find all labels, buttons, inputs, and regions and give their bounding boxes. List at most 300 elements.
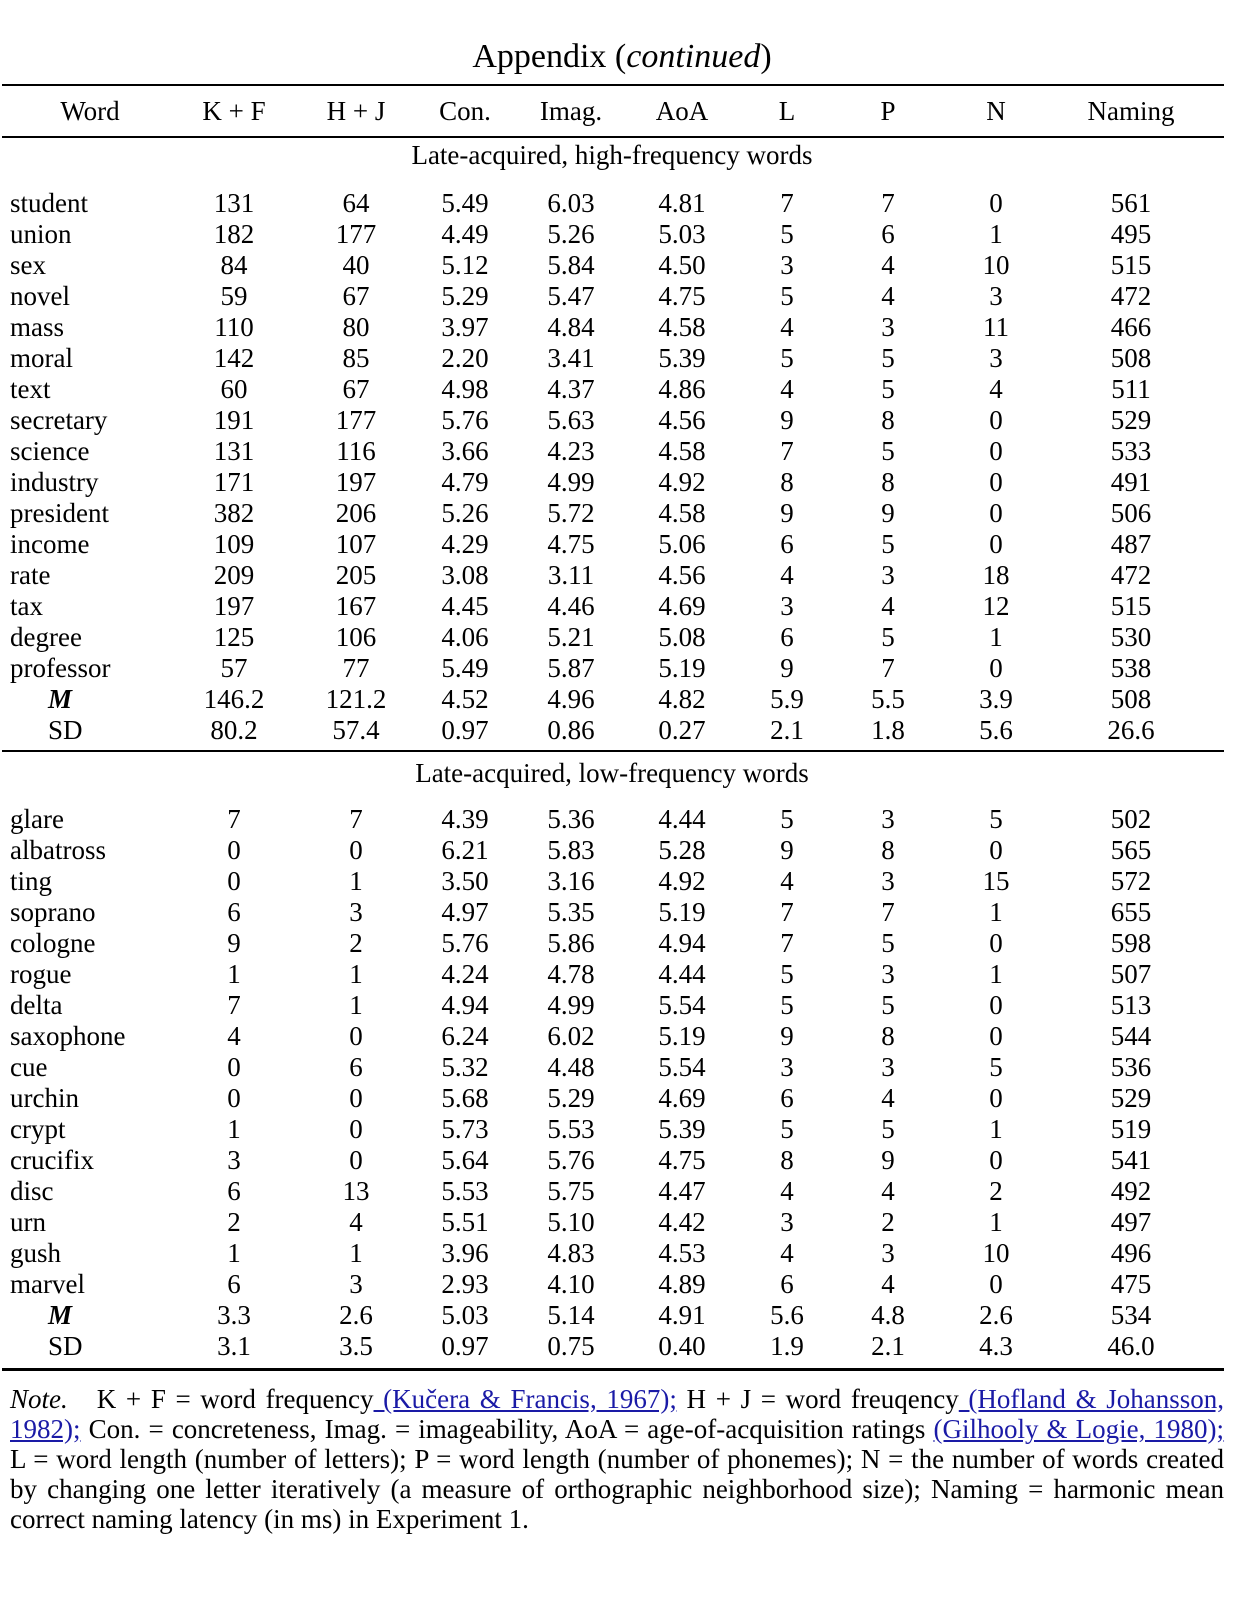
- cell-value: 15: [982, 866, 1010, 896]
- table-row: [10, 560, 1210, 591]
- cell-value: 1: [989, 897, 1003, 927]
- cell-value: 64: [342, 188, 370, 218]
- cell-value: 6: [780, 622, 794, 652]
- cell-value: 1: [989, 622, 1003, 652]
- cell-value: 4.44: [658, 804, 706, 834]
- cell-value: 4.10: [547, 1269, 595, 1299]
- cell-value: 0: [989, 835, 1003, 865]
- cell-value: 9: [780, 1021, 794, 1051]
- cell-value: 4.82: [658, 684, 706, 714]
- table-row: [10, 1052, 1210, 1083]
- column-header: Word: [60, 96, 120, 126]
- cell-value: 6: [349, 1052, 363, 1082]
- column-header: Naming: [1087, 96, 1175, 126]
- cell-value: 13: [342, 1176, 370, 1206]
- cell-value: 4.8: [871, 1300, 905, 1330]
- column-header: H + J: [326, 96, 386, 126]
- cell-value: 5: [881, 622, 895, 652]
- cell-value: 0: [989, 1021, 1003, 1051]
- table-row: [10, 990, 1210, 1021]
- cell-value: 4.96: [547, 684, 595, 714]
- citation-link[interactable]: (Kučera & Francis, 1967);: [373, 1384, 677, 1414]
- table-row: [10, 281, 1210, 312]
- title-sub: continued: [626, 38, 761, 75]
- table-section-high: [10, 188, 1210, 746]
- cell-value: 5.76: [441, 928, 489, 958]
- cell-value: 4.99: [547, 467, 595, 497]
- column-header: Con.: [439, 96, 491, 126]
- table-row: [10, 1145, 1210, 1176]
- citation-link[interactable]: (Gilhooly & Logie, 1980);: [933, 1414, 1225, 1444]
- cell-value: 5.08: [658, 622, 706, 652]
- cell-value: 0.40: [658, 1331, 706, 1361]
- table-row: [10, 1269, 1210, 1300]
- table-section-low: [10, 804, 1210, 1362]
- cell-value: 4: [780, 1176, 794, 1206]
- cell-value: 5: [780, 1114, 794, 1144]
- cell-value: 7: [349, 804, 363, 834]
- cell-value: 7: [881, 897, 895, 927]
- table-row: [10, 1114, 1210, 1145]
- cell-value: 382: [213, 498, 255, 528]
- column-header: Imag.: [539, 96, 603, 126]
- cell-value: 0: [989, 498, 1003, 528]
- cell-value: 1: [227, 1114, 241, 1144]
- cell-value: 46.0: [1107, 1331, 1155, 1361]
- cell-value: 515: [1110, 250, 1152, 280]
- cell-value: 5.75: [547, 1176, 595, 1206]
- cell-value: 4.79: [441, 467, 489, 497]
- row-label: industry: [10, 467, 99, 497]
- cell-value: 7: [780, 897, 794, 927]
- cell-value: 60: [220, 374, 248, 404]
- cell-value: 0: [227, 835, 241, 865]
- cell-value: 5.29: [441, 281, 489, 311]
- cell-value: 67: [342, 281, 370, 311]
- cell-value: 4.92: [658, 866, 706, 896]
- row-label: marvel: [10, 1269, 85, 1299]
- cell-value: 2: [989, 1176, 1003, 1206]
- cell-value: 191: [213, 405, 255, 435]
- cell-value: 10: [982, 250, 1010, 280]
- cell-value: 534: [1110, 1300, 1152, 1330]
- cell-value: 4.49: [441, 219, 489, 249]
- cell-value: 5.76: [547, 1145, 595, 1175]
- cell-value: 3.66: [441, 436, 489, 466]
- cell-value: 80.2: [210, 715, 258, 745]
- bottom-rule: [2, 1368, 1224, 1371]
- cell-value: 4.92: [658, 467, 706, 497]
- cell-value: 4.56: [658, 560, 706, 590]
- column-header: P: [880, 96, 896, 126]
- cell-value: 4: [989, 374, 1003, 404]
- cell-value: 2: [349, 928, 363, 958]
- cell-value: 6: [227, 1269, 241, 1299]
- cell-value: 4.50: [658, 250, 706, 280]
- cell-value: 472: [1110, 560, 1152, 590]
- row-label: student: [10, 188, 88, 218]
- cell-value: 5.53: [441, 1176, 489, 1206]
- row-label: text: [10, 374, 51, 404]
- row-label: science: [10, 436, 90, 466]
- table-row: [10, 959, 1210, 990]
- cell-value: 3.41: [547, 343, 595, 373]
- cell-value: 5.26: [547, 219, 595, 249]
- cell-value: 0.97: [441, 1331, 489, 1361]
- row-label: mass: [10, 312, 64, 342]
- cell-value: 4.44: [658, 959, 706, 989]
- cell-value: 5.6: [770, 1300, 804, 1330]
- cell-value: 4.56: [658, 405, 706, 435]
- row-label: soprano: [10, 897, 96, 927]
- cell-value: 0: [989, 928, 1003, 958]
- cell-value: 6: [881, 219, 895, 249]
- cell-value: 508: [1110, 343, 1152, 373]
- cell-value: 0: [989, 405, 1003, 435]
- cell-value: 80: [342, 312, 370, 342]
- cell-value: 7: [780, 928, 794, 958]
- note-text: Con. = concreteness, Imag. = imageability, AoA = age-of-acquisition ratings: [80, 1414, 934, 1444]
- table-row: [10, 1083, 1210, 1114]
- cell-value: 0: [349, 1021, 363, 1051]
- cell-value: 5.26: [441, 498, 489, 528]
- mean-row: [10, 1300, 1210, 1331]
- row-label: disc: [10, 1176, 54, 1206]
- cell-value: 4: [881, 250, 895, 280]
- section-heading-high: Late-acquired, high-frequency words: [411, 140, 813, 170]
- cell-value: 109: [213, 529, 255, 559]
- cell-value: 4.37: [547, 374, 595, 404]
- note-label: Note.: [10, 1384, 68, 1414]
- cell-value: 0: [227, 1052, 241, 1082]
- cell-value: 4.81: [658, 188, 706, 218]
- cell-value: 3.08: [441, 560, 489, 590]
- table-row: [10, 405, 1210, 436]
- citation-link[interactable]: (Hofland & Johansson, 1982);: [10, 1384, 1224, 1444]
- cell-value: 5.03: [658, 219, 706, 249]
- cell-value: 4: [780, 560, 794, 590]
- cell-value: 0: [349, 1114, 363, 1144]
- cell-value: 3: [881, 312, 895, 342]
- row-label: rate: [10, 560, 51, 590]
- cell-value: 5.21: [547, 622, 595, 652]
- cell-value: 1: [989, 959, 1003, 989]
- row-label: crypt: [10, 1114, 66, 1144]
- cell-value: 1: [349, 959, 363, 989]
- cell-value: 3: [349, 897, 363, 927]
- cell-value: 5: [780, 343, 794, 373]
- cell-value: 5.19: [658, 897, 706, 927]
- cell-value: 533: [1110, 436, 1152, 466]
- cell-value: 5.63: [547, 405, 595, 435]
- cell-value: 6: [780, 1083, 794, 1113]
- cell-value: 4.48: [547, 1052, 595, 1082]
- cell-value: 495: [1110, 219, 1152, 249]
- cell-value: 3: [227, 1145, 241, 1175]
- cell-value: 7: [227, 804, 241, 834]
- cell-value: 497: [1110, 1207, 1152, 1237]
- cell-value: 1: [989, 1207, 1003, 1237]
- row-label: novel: [10, 281, 70, 311]
- cell-value: 4.94: [441, 990, 489, 1020]
- column-header: AoA: [655, 96, 709, 126]
- row-label: degree: [10, 622, 82, 652]
- cell-value: 530: [1110, 622, 1152, 652]
- row-label: rogue: [10, 959, 72, 989]
- cell-value: 1.8: [871, 715, 905, 745]
- row-label: tax: [10, 591, 43, 621]
- cell-value: 3.97: [441, 312, 489, 342]
- cell-value: 5.29: [547, 1083, 595, 1113]
- cell-value: 541: [1110, 1145, 1152, 1175]
- cell-value: 3.5: [339, 1331, 373, 1361]
- cell-value: 8: [881, 405, 895, 435]
- cell-value: 5.35: [547, 897, 595, 927]
- cell-value: 5.19: [658, 653, 706, 683]
- cell-value: 59: [220, 281, 248, 311]
- cell-value: 1: [349, 866, 363, 896]
- cell-value: 4: [881, 1083, 895, 1113]
- row-label: albatross: [10, 835, 106, 865]
- row-label: saxophone: [10, 1021, 126, 1051]
- cell-value: 5: [989, 804, 1003, 834]
- cell-value: 4: [227, 1021, 241, 1051]
- cell-value: 487: [1110, 529, 1152, 559]
- cell-value: 131: [213, 436, 255, 466]
- cell-value: 1: [227, 959, 241, 989]
- row-label: urn: [10, 1207, 46, 1237]
- cell-value: 9: [780, 498, 794, 528]
- cell-value: 4.99: [547, 990, 595, 1020]
- cell-value: 8: [780, 467, 794, 497]
- cell-value: 5.6: [979, 715, 1013, 745]
- cell-value: 4.75: [547, 529, 595, 559]
- cell-value: 5.73: [441, 1114, 489, 1144]
- cell-value: 529: [1110, 1083, 1152, 1113]
- table-row: [10, 1176, 1210, 1207]
- row-label: SD: [48, 1331, 83, 1361]
- cell-value: 4: [881, 1176, 895, 1206]
- cell-value: 2: [227, 1207, 241, 1237]
- cell-value: 146.2: [203, 684, 265, 714]
- cell-value: 0: [989, 188, 1003, 218]
- row-label: income: [10, 529, 90, 559]
- cell-value: 0: [349, 1083, 363, 1113]
- cell-value: 6.03: [547, 188, 595, 218]
- cell-value: 5: [989, 1052, 1003, 1082]
- cell-value: 5.47: [547, 281, 595, 311]
- cell-value: 8: [881, 1021, 895, 1051]
- table-row: [10, 529, 1210, 560]
- row-label: ting: [10, 866, 53, 896]
- cell-value: 507: [1110, 959, 1152, 989]
- cell-value: 1: [989, 219, 1003, 249]
- cell-value: 544: [1110, 1021, 1152, 1051]
- cell-value: 197: [335, 467, 377, 497]
- cell-value: 5.19: [658, 1021, 706, 1051]
- table-row: [10, 1021, 1210, 1052]
- cell-value: 5: [881, 1114, 895, 1144]
- row-label: sex: [10, 250, 46, 280]
- table-row: [10, 498, 1210, 529]
- cell-value: 3: [780, 1207, 794, 1237]
- row-label: urchin: [10, 1083, 79, 1113]
- cell-value: 472: [1110, 281, 1152, 311]
- cell-value: 0: [227, 866, 241, 896]
- cell-value: 5: [881, 529, 895, 559]
- cell-value: 6: [227, 897, 241, 927]
- cell-value: 2.93: [441, 1269, 489, 1299]
- cell-value: 0.27: [658, 715, 706, 745]
- cell-value: 7: [780, 436, 794, 466]
- cell-value: 9: [780, 653, 794, 683]
- cell-value: 0: [227, 1083, 241, 1113]
- cell-value: 4.3: [979, 1331, 1013, 1361]
- cell-value: 3: [989, 343, 1003, 373]
- cell-value: 209: [213, 560, 255, 590]
- cell-value: 492: [1110, 1176, 1152, 1206]
- cell-value: 3: [881, 866, 895, 896]
- cell-value: 8: [881, 835, 895, 865]
- header-rule: [2, 136, 1224, 138]
- table-row: [10, 312, 1210, 343]
- cell-value: 5: [780, 990, 794, 1020]
- cell-value: 177: [335, 219, 377, 249]
- cell-value: 4: [780, 312, 794, 342]
- row-label: union: [10, 219, 72, 249]
- cell-value: 3: [780, 591, 794, 621]
- column-header: L: [778, 96, 796, 126]
- cell-value: 0.97: [441, 715, 489, 745]
- cell-value: 4.78: [547, 959, 595, 989]
- cell-value: 2.20: [441, 343, 489, 373]
- cell-value: 572: [1110, 866, 1152, 896]
- cell-value: 3.9: [979, 684, 1013, 714]
- sd-row: [10, 1331, 1210, 1362]
- cell-value: 4.83: [547, 1238, 595, 1268]
- table-row: [10, 866, 1210, 897]
- cell-value: 182: [213, 219, 255, 249]
- table-row: [10, 928, 1210, 959]
- cell-value: 6: [780, 1269, 794, 1299]
- cell-value: 0: [989, 467, 1003, 497]
- row-label: crucifix: [10, 1145, 94, 1175]
- cell-value: 3.11: [547, 560, 595, 590]
- row-label: professor: [10, 653, 111, 683]
- cell-value: 5.10: [547, 1207, 595, 1237]
- cell-value: 3: [780, 250, 794, 280]
- cell-value: 0: [989, 1269, 1003, 1299]
- cell-value: 125: [213, 622, 255, 652]
- mean-row: [10, 684, 1210, 715]
- cell-value: 5: [881, 990, 895, 1020]
- cell-value: 4.69: [658, 591, 706, 621]
- cell-value: 5: [780, 804, 794, 834]
- cell-value: 2.6: [979, 1300, 1013, 1330]
- cell-value: 3.96: [441, 1238, 489, 1268]
- cell-value: 3: [989, 281, 1003, 311]
- cell-value: 0.75: [547, 1331, 595, 1361]
- cell-value: 5.76: [441, 405, 489, 435]
- cell-value: 1.9: [770, 1331, 804, 1361]
- cell-value: 18: [982, 560, 1010, 590]
- table-row: [10, 804, 1210, 835]
- cell-value: 5.87: [547, 653, 595, 683]
- cell-value: 4.42: [658, 1207, 706, 1237]
- cell-value: 6: [227, 1176, 241, 1206]
- cell-value: 5.14: [547, 1300, 595, 1330]
- cell-value: 1: [349, 990, 363, 1020]
- table-row: [10, 622, 1210, 653]
- cell-value: 4: [881, 1269, 895, 1299]
- cell-value: 4.84: [547, 312, 595, 342]
- cell-value: 496: [1110, 1238, 1152, 1268]
- cell-value: 4: [881, 591, 895, 621]
- section-divider: [2, 750, 1224, 752]
- cell-value: 5: [881, 343, 895, 373]
- cell-value: 3: [349, 1269, 363, 1299]
- cell-value: 4: [349, 1207, 363, 1237]
- table-row: [10, 653, 1210, 684]
- cell-value: 142: [213, 343, 255, 373]
- cell-value: 1: [227, 1238, 241, 1268]
- cell-value: 131: [213, 188, 255, 218]
- cell-value: 5.06: [658, 529, 706, 559]
- cell-value: 4.58: [658, 498, 706, 528]
- cell-value: 4.06: [441, 622, 489, 652]
- cell-value: 9: [881, 1145, 895, 1175]
- table-row: [10, 188, 1210, 219]
- cell-value: 5.51: [441, 1207, 489, 1237]
- cell-value: 3.16: [547, 866, 595, 896]
- cell-value: 4: [881, 281, 895, 311]
- cell-value: 4.23: [547, 436, 595, 466]
- table-row: [10, 250, 1210, 281]
- note-text: K + F = word frequency: [96, 1384, 374, 1414]
- cell-value: 5: [780, 959, 794, 989]
- cell-value: 5.36: [547, 804, 595, 834]
- cell-value: 5.12: [441, 250, 489, 280]
- table-row: [10, 436, 1210, 467]
- cell-value: 513: [1110, 990, 1152, 1020]
- cell-value: 4.69: [658, 1083, 706, 1113]
- cell-value: 0: [989, 1083, 1003, 1113]
- table-row: [10, 374, 1210, 405]
- cell-value: 491: [1110, 467, 1152, 497]
- page-title: Appendix (continued): [472, 38, 772, 75]
- cell-value: 7: [780, 188, 794, 218]
- row-label: M: [48, 1300, 73, 1330]
- cell-value: 7: [227, 990, 241, 1020]
- cell-value: 466: [1110, 312, 1152, 342]
- cell-value: 10: [982, 1238, 1010, 1268]
- cell-value: 3: [881, 1238, 895, 1268]
- cell-value: 3: [881, 959, 895, 989]
- cell-value: 40: [342, 250, 370, 280]
- cell-value: 4.46: [547, 591, 595, 621]
- table-row: [10, 467, 1210, 498]
- cell-value: 85: [342, 343, 370, 373]
- cell-value: 4.52: [441, 684, 489, 714]
- cell-value: 2: [881, 1207, 895, 1237]
- cell-value: 1: [349, 1238, 363, 1268]
- cell-value: 0: [349, 835, 363, 865]
- cell-value: 171: [213, 467, 255, 497]
- cell-value: 107: [335, 529, 377, 559]
- row-label: SD: [48, 715, 83, 745]
- cell-value: 5.28: [658, 835, 706, 865]
- cell-value: 529: [1110, 405, 1152, 435]
